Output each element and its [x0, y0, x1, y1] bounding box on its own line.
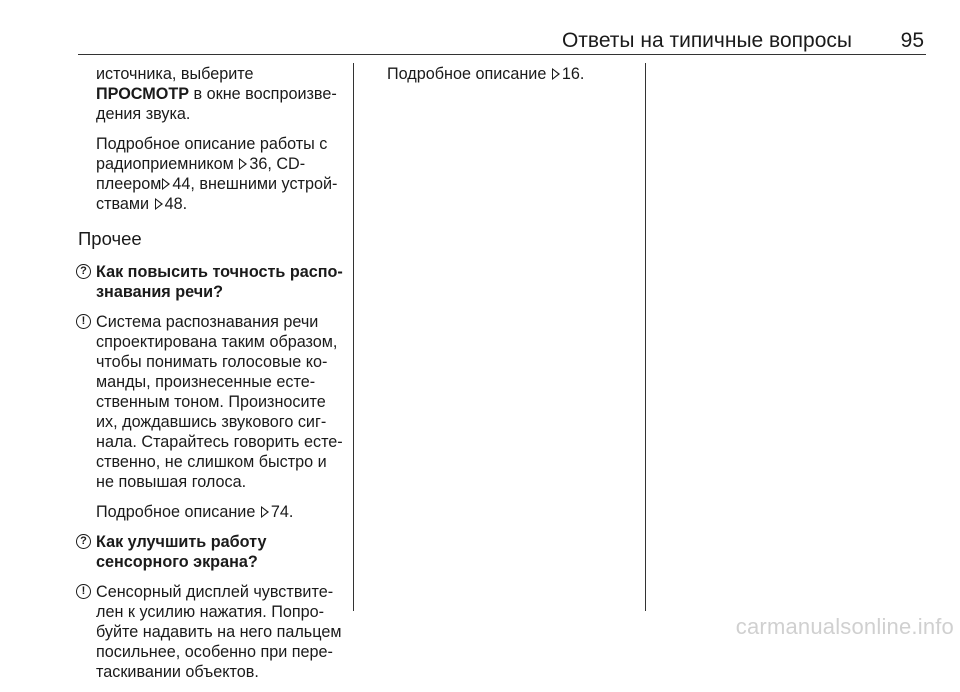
more-info-2: Подробное описание 16. — [387, 65, 585, 83]
column-divider-2 — [645, 63, 646, 611]
middle-column — [387, 64, 637, 94]
page-title: Ответы на типичные вопросы — [561, 29, 852, 52]
page-ref-arrow-icon — [240, 159, 247, 169]
question-1: ? Как повысить точность распо- знавания речи? — [96, 262, 348, 302]
page-ref-48: 48. — [164, 195, 188, 213]
intro-paragraph: источника, выберите ПРОСМОТР в окне воспроизве- дения звука. — [96, 65, 337, 123]
question-mark-icon: ? — [76, 534, 91, 549]
more-info-1: Подробное описание 74. — [96, 503, 294, 521]
page-ref-16: 16. — [561, 65, 585, 83]
exclamation-mark-icon: ! — [76, 314, 91, 329]
page-ref-arrow-icon — [163, 179, 170, 189]
page-ref-arrow-icon — [156, 199, 163, 209]
watermark: carmanualsonline.info — [735, 614, 954, 639]
page-number: 95 — [900, 29, 924, 52]
question-mark-icon: ? — [76, 264, 91, 279]
page-ref-arrow-icon — [262, 507, 269, 517]
page-ref-74: 74. — [270, 503, 294, 521]
page-header — [78, 28, 926, 55]
section-title-other: Прочее — [78, 228, 142, 249]
reference-paragraph: Подробное описание работы с радиоприемником 36, CD- плеером 44, внешними устрой- ствами 48. — [96, 135, 338, 213]
answer-2: ! Сенсорный дисплей чувствите- лен к усилию нажатия. Попро- буйте надавить на него пальцем посильнее, особенно при пере- таскивании объектов. — [96, 582, 348, 682]
column-divider-1 — [353, 63, 354, 611]
question-2: ? Как улучшить работу сенсорного экрана? — [96, 532, 348, 572]
answer-1: ! Система распознавания речи спроектирована таким образом, чтобы понимать голосовые ко- манды, произнесенные есте- ственным тоном. Произносите их, дождавшись звукового сиг- нала. Старайтесь говорить есте- ственно, не слишком быстро и не повышая голоса. — [96, 312, 348, 492]
prosmotr-label: ПРОСМОТР — [96, 85, 190, 103]
exclamation-mark-icon: ! — [76, 584, 91, 599]
page-ref-arrow-icon — [553, 69, 560, 79]
left-column — [78, 64, 348, 692]
page-ref-36: 36, CD- — [249, 155, 306, 173]
page-ref-44: 44, внешними устрой- — [172, 175, 338, 193]
